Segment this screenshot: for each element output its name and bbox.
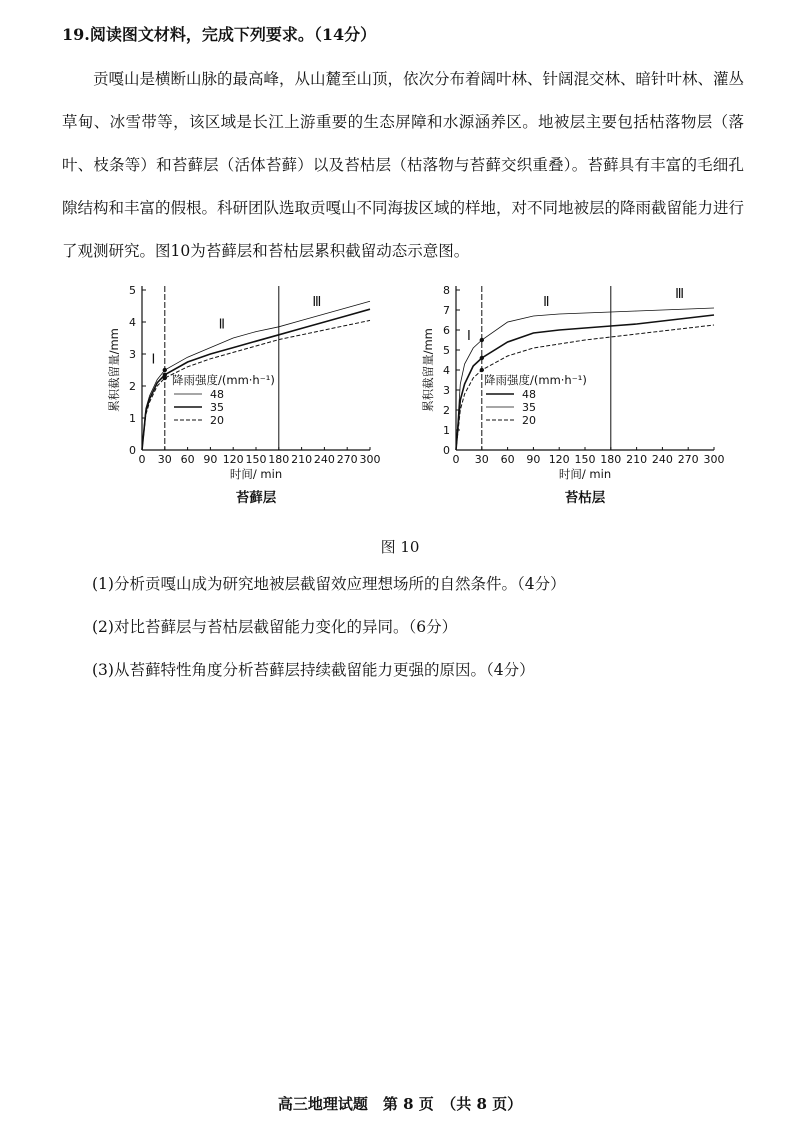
- x-tick-label: 90: [203, 453, 218, 466]
- y-tick-label: 4: [129, 316, 136, 329]
- y-tick-label: 4: [443, 364, 450, 377]
- y-tick-label: 2: [443, 404, 450, 417]
- y-tick-label: 6: [443, 324, 450, 337]
- legend-label-35: 35: [522, 401, 536, 414]
- figure-label: 图 10: [380, 538, 420, 556]
- x-tick-label: 210: [291, 453, 313, 466]
- x-tick-label: 300: [703, 453, 725, 466]
- y-axis-label: 累积截留量/mm: [107, 328, 121, 412]
- moss-layer-chart-svg: [100, 282, 390, 512]
- x-tick-label: 210: [626, 453, 648, 466]
- x-tick-label: 240: [651, 453, 673, 466]
- y-tick-label: 0: [129, 444, 136, 457]
- legend-label-20: 20: [522, 414, 536, 427]
- series-point-35: [480, 338, 484, 342]
- x-tick-label: 30: [157, 453, 172, 466]
- y-tick-label: 1: [129, 412, 136, 425]
- x-axis-label: 时间/ min: [229, 467, 283, 481]
- y-tick-label: 0: [443, 444, 450, 457]
- chart-caption: 苔枯层: [564, 490, 606, 506]
- sub-question-1: (1)分析贡嘎山成为研究地被层截留效应理想场所的自然条件。（4分）: [92, 575, 566, 593]
- y-tick-label: 5: [443, 344, 450, 357]
- series-point-48: [480, 356, 484, 360]
- sub-question-3: (3)从苔藓特性角度分析苔藓层持续截留能力更强的原因。（4分）: [92, 661, 535, 679]
- x-tick-label: 30: [474, 453, 489, 466]
- x-tick-label: 0: [452, 453, 460, 466]
- legend-label-20: 20: [210, 414, 224, 427]
- y-tick-label: 8: [443, 284, 450, 297]
- moss-litter-layer-chart: [408, 282, 728, 512]
- stage-label: Ⅰ: [151, 352, 156, 368]
- stage-label: Ⅰ: [466, 329, 471, 344]
- y-tick-label: 2: [129, 380, 136, 393]
- x-tick-label: 150: [574, 453, 596, 466]
- x-tick-label: 240: [313, 453, 335, 466]
- x-tick-label: 270: [336, 453, 358, 466]
- y-tick-label: 3: [129, 348, 136, 361]
- x-tick-label: 0: [138, 453, 146, 466]
- stage-label: Ⅲ: [675, 287, 685, 302]
- legend-title: 降雨强度/(mm·h⁻¹): [484, 373, 587, 387]
- stage-label: Ⅱ: [543, 295, 550, 310]
- legend-label-48: 48: [210, 388, 224, 401]
- legend-label-35: 35: [210, 401, 224, 414]
- x-tick-label: 120: [222, 453, 244, 466]
- y-tick-label: 1: [443, 424, 450, 437]
- y-tick-label: 3: [443, 384, 450, 397]
- chart-caption: 苔藓层: [235, 490, 277, 506]
- series-point-20: [480, 368, 484, 372]
- y-tick-label: 7: [443, 304, 450, 317]
- y-tick-label: 5: [129, 284, 136, 297]
- stage-label: Ⅲ: [312, 295, 322, 310]
- x-tick-label: 300: [359, 453, 381, 466]
- series-point-20: [163, 376, 167, 380]
- x-axis-label: 时间/ min: [558, 467, 612, 481]
- page-footer: 高三地理试题 第 8 页 （共 8 页）: [277, 1095, 523, 1113]
- y-axis-label: 累积截留量/mm: [421, 328, 435, 412]
- sub-question-2: (2)对比苔藓层与苔枯层截留能力变化的异同。（6分）: [92, 618, 458, 636]
- series-line-20: [456, 325, 714, 450]
- x-tick-label: 180: [268, 453, 290, 466]
- question-paragraph: 贡嘎山是横断山脉的最高峰，从山麓至山顶，依次分布着阔叶林、针阔混交林、暗针叶林、灌丛草甸、冰雪带等，该区域是长江上游重要的生态屏障和水源涵养区。地被层主要包括枯落物层（落叶、枝条等）和苔藓层（活体苔藓）以及苔枯层（枯落物与苔藓交织重叠）。苔藓具有丰富的毛细孔隙结构和丰富的假根。科研团队选取贡嘎山不同海拔区域的样地，对不同地被层的降雨截留能力进行了观测研究。图10为苔藓层和苔枯层累积截留动态示意图。: [62, 70, 745, 260]
- stage-label: Ⅱ: [218, 317, 226, 333]
- x-tick-label: 270: [677, 453, 699, 466]
- moss-layer-chart: [100, 282, 390, 512]
- x-tick-label: 90: [526, 453, 541, 466]
- x-tick-label: 60: [180, 453, 195, 466]
- series-point-48: [163, 368, 167, 372]
- x-tick-label: 150: [245, 453, 267, 466]
- x-tick-label: 120: [548, 453, 570, 466]
- x-tick-label: 60: [500, 453, 515, 466]
- legend-title: 降雨强度/(mm·h⁻¹): [172, 373, 275, 387]
- legend-label-48: 48: [522, 388, 536, 401]
- moss-litter-layer-chart-svg: [408, 282, 728, 512]
- x-tick-label: 180: [600, 453, 622, 466]
- question-title: 19.阅读图文材料，完成下列要求。（14分）: [62, 25, 377, 44]
